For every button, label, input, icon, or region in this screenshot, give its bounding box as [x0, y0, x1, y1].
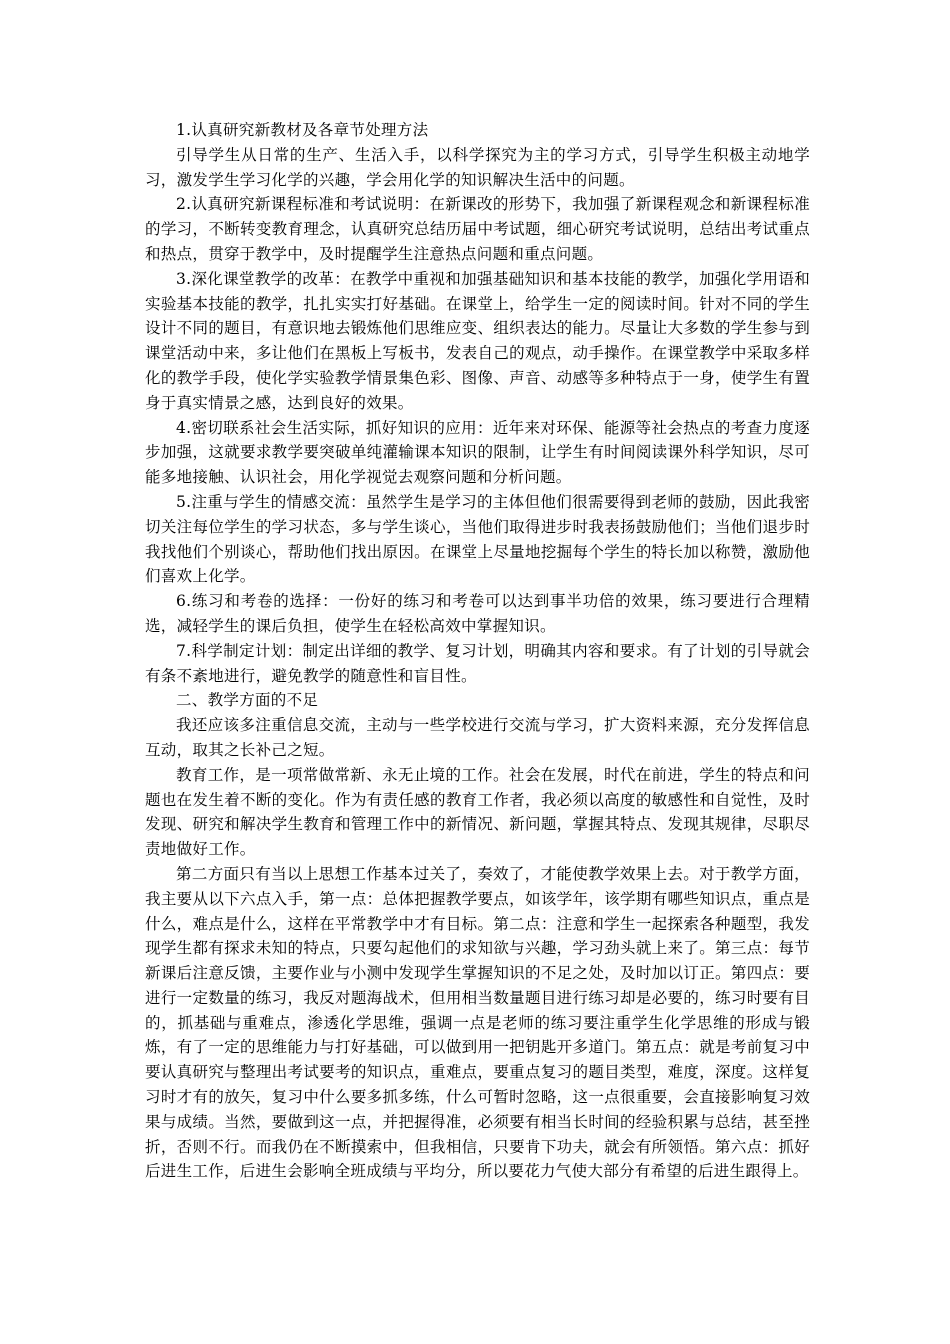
paragraph-6: 6.练习和考卷的选择：一份好的练习和考卷可以达到事半功倍的效果，练习要进行合理精选，减轻学生的课后负担，使学生在轻松高效中掌握知识。 — [145, 592, 810, 635]
paragraph-7: 7.科学制定计划：制定出详细的教学、复习计划，明确其内容和要求。有了计划的引导就会有条不紊地进行，避免教学的随意性和盲目性。 — [145, 641, 810, 685]
paragraph-10: 第二方面只有当以上思想工作基本过关了，奏效了，才能使教学效果上去。对于教学方面，我主要从以下六点入手，第一点：总体把握教学要点，如该学年，该学期有哪些知识点，重点是什么，难点是什么，这样在平常教学中才有目标。第二点：注意和学生一起探索各种题型，我发现学生都有探求未知的特点，只要勾起他们的求知欲与兴趣，学习劲头就上来了。第三点：每节新课后注意反馈，主要作业与小测中发现学生掌握知识的不足之处，及时加以订正。第四点：要进行一定数量的练习，我反对题海战术，但用相当数量题目进行练习却是必要的，练习时要有目的，抓基础与重难点，渗透化学思维，强调一点是老师的练习要注重学生化学思维的形成与锻炼，有了一定的思维能力与打好基础，可以做到用一把钥匙开多道门。第五点：就是考前复习中要认真研究与整理出考试要考的知识点，重难点，要重点复习的题目类型，难度，深度。这样复习时才有的放矢，复习中什么要多抓多练，什么可暂时忽略，这一点很重要，会直接影响复习效果与成绩。当然，要做到这一点，并把握得准，必须要有相当长时间的经验积累与总结，甚至挫折，否则不行。而我仍在不断摸索中，但我相信，只要肯下功夫，就会有所领悟。第六点：抓好后进生工作，后进生会影响全班成绩与平均分，所以要花力气使大部分有希望的后进生跟得上。 — [145, 864, 810, 1181]
paragraph-9: 教育工作，是一项常做常新、永无止境的工作。社会在发展，时代在前进，学生的特点和问题也在发生着不断的变化。作为有责任感的教育工作者，我必须以高度的敏感性和自觉性，及时发现、研究和解决学生教育和管理工作中的新情况、新问题，掌握其特点、发现其规律，尽职尽责地做好工作。 — [145, 765, 810, 859]
paragraph-3: 3.深化课堂教学的改革：在教学中重视和加强基础知识和基本技能的教学，加强化学用语和实验基本技能的教学，扎扎实实打好基础。在课堂上，给学生一定的阅读时间。针对不同的学生设计不同的题目，有意识地去锻炼他们思维应变、组织表达的能力。尽量让大多数的学生参与到课堂活动中来，多让他们在黑板上写板书，发表自己的观点，动手操作。在课堂教学中采取多样化的教学手段，使化学实验教学情景集色彩、图像、声音、动感等多种特点于一身，使学生有置身于真实情景之感，达到良好的效果。 — [145, 269, 810, 412]
paragraph-1: 引导学生从日常的生产、生活入手，以科学探究为主的学习方式，引导学生积极主动地学习，激发学生学习化学的兴趣，学会用化学的知识解决生活中的问题。 — [145, 145, 810, 189]
paragraph-2: 2.认真研究新课程标准和考试说明：在新课改的形势下，我加强了新课程观念和新课程标准的学习，不断转变教育理念，认真研究总结历届中考试题，细心研究考试说明，总结出考试重点和热点，贯穿于教学中，及时提醒学生注意热点问题和重点问题。 — [145, 195, 810, 263]
section-heading-1: 1.认真研究新教材及各章节处理方法 — [176, 121, 429, 139]
document-body — [145, 118, 810, 1184]
paragraph-5: 5.注重与学生的情感交流：虽然学生是学习的主体但他们很需要得到老师的鼓励，因此我密切关注每位学生的学习状态，多与学生谈心，当他们取得进步时我表扬鼓励他们；当他们退步时我找他们个别谈心，帮助他们找出原因。在课堂上尽量地挖掘每个学生的特长加以称赞，激励他们喜欢上化学。 — [145, 492, 810, 586]
paragraph-4: 4.密切联系社会生活实际，抓好知识的应用：近年来对环保、能源等社会热点的考查力度逐步加强，这就要求教学要突破单纯灌输课本知识的限制，让学生有时间阅读课外科学知识，尽可能多地接触、认识社会，用化学视觉去观察问题和分析问题。 — [145, 418, 810, 487]
paragraph-8: 我还应该多注重信息交流，主动与一些学校进行交流与学习，扩大资料来源，充分发挥信息互动，取其之长补己之短。 — [145, 716, 810, 759]
section-heading-2: 二、教学方面的不足 — [176, 691, 319, 710]
